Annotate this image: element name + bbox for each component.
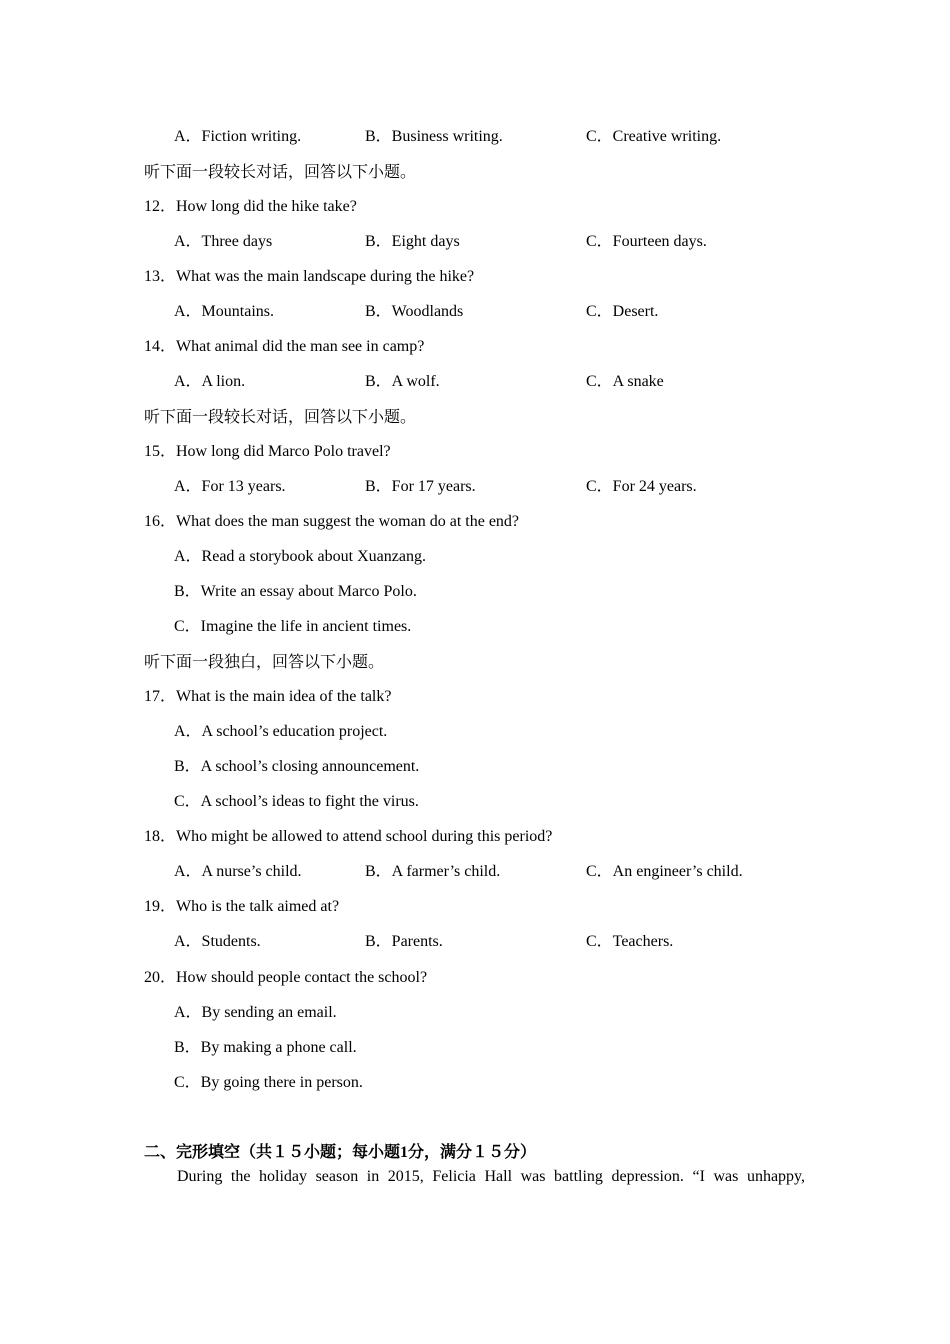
q14-option-c: C．A snake — [586, 373, 664, 390]
q15-option-b: B．For 17 years. — [365, 478, 476, 495]
q12-option-b: B．Eight days — [365, 233, 460, 250]
q17-option-c: C．A school’s ideas to fight the virus. — [174, 793, 419, 810]
question-17: 17．What is the main idea of the talk? — [144, 688, 392, 705]
q20-option-a: A．By sending an email. — [174, 1004, 337, 1021]
q18-option-a: A．A nurse’s child. — [174, 863, 302, 880]
q14-option-b: B．A wolf. — [365, 373, 440, 390]
question-15: 15．How long did Marco Polo travel? — [144, 443, 391, 460]
question-12: 12．How long did the hike take? — [144, 198, 357, 215]
q13-option-c: C．Desert. — [586, 303, 659, 320]
q11-option-b: B．Business writing. — [365, 128, 503, 145]
q19-option-b: B．Parents. — [365, 933, 443, 950]
instruction-dialogue-2: 听下面一段较长对话，回答以下小题。 — [144, 409, 417, 426]
cloze-passage-line-1: During the holiday season in 2015, Felicia Hall was battling depression. “I was unhappy, — [177, 1168, 805, 1185]
question-20: 20．How should people contact the school? — [144, 969, 428, 986]
q15-option-a: A．For 13 years. — [174, 478, 286, 495]
question-14: 14．What animal did the man see in camp? — [144, 338, 425, 355]
question-16: 16．What does the man suggest the woman do at the end? — [144, 513, 520, 530]
q16-option-b: B．Write an essay about Marco Polo. — [174, 583, 417, 600]
q19-option-a: A．Students. — [174, 933, 261, 950]
q19-option-c: C．Teachers. — [586, 933, 674, 950]
q11-option-c: C．Creative writing. — [586, 128, 722, 145]
q16-option-a: A．Read a storybook about Xuanzang. — [174, 548, 426, 565]
q12-option-c: C．Fourteen days. — [586, 233, 707, 250]
q13-option-a: A．Mountains. — [174, 303, 275, 320]
q14-option-a: A．A lion. — [174, 373, 246, 390]
q20-option-c: C．By going there in person. — [174, 1074, 363, 1091]
q17-option-a: A．A school’s education project. — [174, 723, 388, 740]
q13-option-b: B．Woodlands — [365, 303, 464, 320]
q12-option-a: A．Three days — [174, 233, 273, 250]
question-18: 18．Who might be allowed to attend school during this period? — [144, 828, 553, 845]
q20-option-b: B．By making a phone call. — [174, 1039, 357, 1056]
question-13: 13．What was the main landscape during the hike? — [144, 268, 475, 285]
section-heading-cloze: 二、完形填空（共１５小题；每小题1分，满分１５分） — [144, 1144, 537, 1161]
question-19: 19．Who is the talk aimed at? — [144, 898, 340, 915]
q18-option-b: B．A farmer’s child. — [365, 863, 501, 880]
instruction-monologue: 听下面一段独白，回答以下小题。 — [144, 654, 385, 671]
q17-option-b: B．A school’s closing announcement. — [174, 758, 420, 775]
q11-option-a: A．Fiction writing. — [174, 128, 302, 145]
q16-option-c: C．Imagine the life in ancient times. — [174, 618, 412, 635]
q18-option-c: C．An engineer’s child. — [586, 863, 743, 880]
instruction-dialogue-1: 听下面一段较长对话，回答以下小题。 — [144, 164, 417, 181]
q15-option-c: C．For 24 years. — [586, 478, 697, 495]
